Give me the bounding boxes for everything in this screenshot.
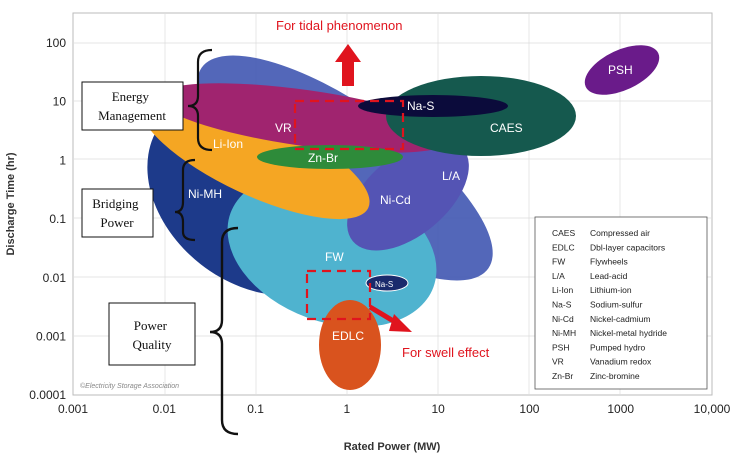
legend-full-name: Lead-acid bbox=[590, 270, 628, 281]
legend-full-name: Vanadium redox bbox=[590, 356, 652, 367]
x-tick-label: 0.001 bbox=[57, 402, 89, 416]
legend-abbr: Na-S bbox=[552, 299, 572, 310]
legend-abbr: CAES bbox=[552, 228, 576, 238]
x-tick-label: 0.01 bbox=[152, 402, 176, 416]
x-tick-labels bbox=[58, 402, 731, 416]
y-tick-label: 0.01 bbox=[42, 270, 66, 285]
y-tick-label: 0.1 bbox=[49, 212, 66, 227]
legend-abbr: VR bbox=[552, 356, 564, 367]
y-tick-label: 10 bbox=[52, 94, 66, 109]
legend-full-name: Flywheels bbox=[590, 256, 628, 267]
chart-credit: ©Electricity Storage Association bbox=[80, 383, 180, 390]
region-label-na-s: Na-S bbox=[407, 99, 435, 113]
bridging-power-label-line: Bridging bbox=[92, 196, 139, 211]
legend-full-name: Nickel-cadmium bbox=[590, 313, 651, 324]
legend-abbr: Ni-Cd bbox=[552, 313, 574, 324]
x-tick-label: 1 bbox=[343, 402, 351, 416]
legend-abbr: Ni-MH bbox=[552, 328, 577, 339]
x-tick-label: 10,000 bbox=[693, 402, 731, 416]
legend-abbr: PSH bbox=[552, 342, 570, 353]
y-tick-label: 100 bbox=[45, 36, 66, 50]
x-tick-label: 100 bbox=[519, 402, 540, 416]
legend-full-name: Compressed air bbox=[590, 228, 650, 238]
x-tick-label: 0.1 bbox=[247, 402, 264, 416]
power-quality-box bbox=[109, 303, 195, 365]
legend-abbr: EDLC bbox=[552, 242, 575, 253]
region-label-ni-mh: Ni-MH bbox=[188, 187, 222, 201]
legend-full-name: Pumped hydro bbox=[590, 342, 646, 353]
legend-full-name: Lithium-ion bbox=[590, 285, 632, 296]
region-label-l-a: L/A bbox=[442, 169, 461, 183]
y-tick-labels bbox=[29, 36, 66, 402]
region-label-na-s-small: Na-S bbox=[375, 280, 394, 289]
legend-abbr: Zn-Br bbox=[552, 371, 574, 381]
tidal-annotation: For tidal phenomenon bbox=[276, 18, 403, 33]
callout-label-line-2: Quality bbox=[132, 337, 172, 352]
y-tick-label: 0.0001 bbox=[29, 388, 66, 403]
legend-full-name: Dbl-layer capacitors bbox=[590, 242, 666, 253]
y-tick-label: 0.001 bbox=[35, 329, 66, 344]
y-tick-label: 1 bbox=[59, 153, 66, 168]
region-label-vr: VR bbox=[275, 121, 292, 135]
region-label-zn-br: Zn-Br bbox=[308, 151, 338, 165]
legend-full-name: Nickel-metal hydride bbox=[590, 328, 667, 339]
region-label-fw: FW bbox=[325, 250, 344, 264]
swell-annotation: For swell effect bbox=[402, 345, 490, 360]
legend bbox=[535, 217, 707, 389]
region-label-psh: PSH bbox=[608, 63, 633, 77]
callout-label-line-2: Management bbox=[98, 108, 166, 123]
energy-management-label-line: Energy bbox=[111, 89, 150, 104]
legend-abbr: FW bbox=[552, 256, 566, 267]
y-axis-label: Discharge Time (hr) bbox=[5, 152, 17, 256]
x-tick-label: 1000 bbox=[607, 402, 635, 416]
callout-label-line-2: Power bbox=[100, 215, 134, 230]
region-edlc bbox=[319, 300, 381, 390]
legend-full-name: Zinc-bromine bbox=[590, 371, 640, 381]
region-label-edlc: EDLC bbox=[332, 329, 365, 343]
legend-abbr: Li-Ion bbox=[552, 285, 574, 296]
x-tick-label: 10 bbox=[431, 402, 445, 416]
x-axis-label: Rated Power (MW) bbox=[343, 441, 441, 453]
legend-abbr: L/A bbox=[552, 270, 565, 281]
region-label-ni-cd: Ni-Cd bbox=[380, 193, 411, 207]
power-quality-label-line: Power bbox=[133, 318, 167, 333]
legend-full-name: Sodium-sulfur bbox=[590, 299, 643, 310]
region-label-li-ion: Li-Ion bbox=[213, 137, 244, 151]
region-label-caes: CAES bbox=[490, 121, 523, 135]
